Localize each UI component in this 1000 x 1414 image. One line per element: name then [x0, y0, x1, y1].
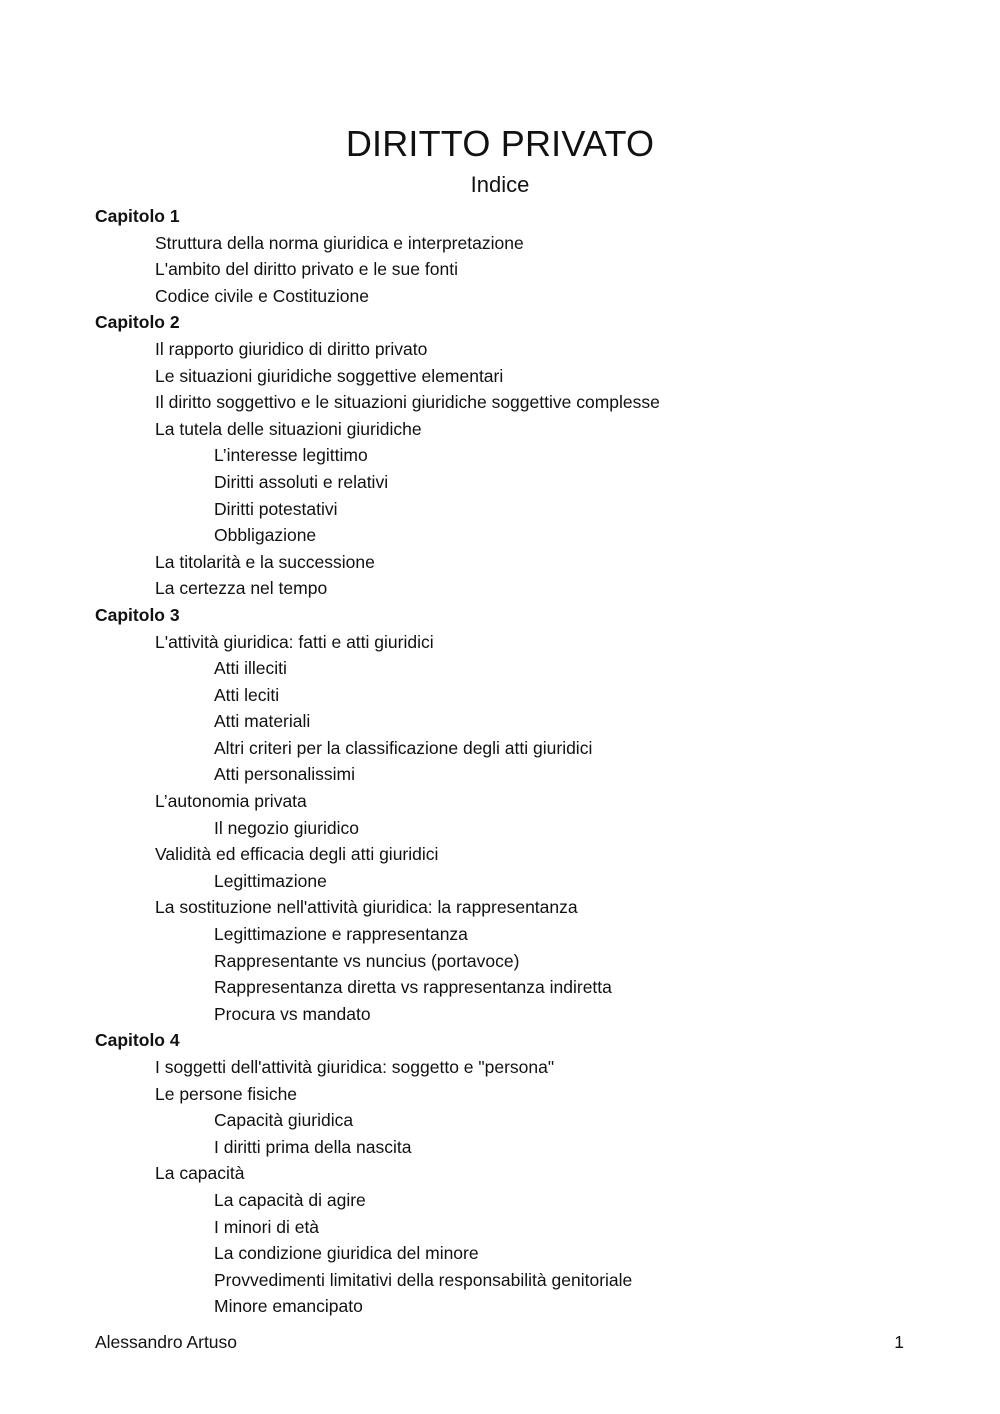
footer-author: Alessandro Artuso	[95, 1332, 238, 1352]
toc-section-entry: L'attività giuridica: fatti e atti giuridici	[155, 631, 434, 652]
toc-subsection-entry: Legittimazione	[214, 870, 327, 891]
toc-section-entry: L'ambito del diritto privato e le sue fonti	[155, 259, 458, 280]
toc-subsection-entry: Capacità giuridica	[214, 1110, 354, 1131]
document-title: DIRITTO PRIVATO	[345, 123, 655, 164]
toc-section-entry: Il rapporto giuridico di diritto privato	[155, 338, 428, 359]
footer-page-number: 1	[894, 1332, 904, 1352]
toc-section-entry: La tutela delle situazioni giuridiche	[155, 418, 422, 439]
toc-chapter-heading: Capitolo 1	[95, 206, 180, 226]
toc-chapter-heading: Capitolo 3	[95, 604, 180, 625]
toc-subsection-entry: Diritti potestativi	[214, 498, 338, 519]
toc-chapter-heading: Capitolo 4	[95, 1030, 180, 1051]
toc-section-entry: La certezza nel tempo	[155, 578, 328, 599]
toc-subsection-entry: Atti illeciti	[214, 658, 287, 679]
toc-subsection-entry: Diritti assoluti e relativi	[214, 471, 389, 492]
toc-section-entry: La sostituzione nell'attività giuridica: la rappresentanza	[155, 897, 578, 918]
toc-subsection-entry: Il negozio giuridico	[214, 817, 359, 838]
toc-subsection-entry: Atti leciti	[214, 684, 280, 705]
toc-section-entry: La titolarità e la successione	[155, 551, 375, 572]
toc-subsection-entry: Altri criteri per la classificazione degli atti giuridici	[214, 737, 593, 758]
toc-section-entry: Le situazioni giuridiche soggettive elementari	[155, 365, 504, 386]
toc-subsection-entry: Legittimazione e rappresentanza	[214, 924, 468, 945]
toc-subsection-entry: Obbligazione	[214, 525, 317, 546]
toc-subsection-entry: Minore emancipato	[214, 1296, 363, 1317]
document-subtitle: Indice	[470, 172, 530, 197]
toc-section-entry: La capacità	[155, 1163, 245, 1184]
toc-subsection-entry: Rappresentanza diretta vs rappresentanza indiretta	[214, 977, 612, 998]
toc-section-entry: I soggetti dell'attività giuridica: soggetto e "persona"	[155, 1057, 555, 1077]
toc-section-entry: Le persone fisiche	[155, 1083, 298, 1104]
toc-subsection-entry: Provvedimenti limitativi della responsabilità genitoriale	[214, 1269, 633, 1290]
toc-subsection-entry: La condizione giuridica del minore	[214, 1243, 479, 1264]
toc-subsection-entry: I minori di età	[214, 1216, 320, 1237]
toc-section-entry: L’autonomia privata	[155, 791, 307, 812]
toc-subsection-entry: Rappresentante vs nuncius (portavoce)	[214, 950, 520, 971]
toc-section-entry: Codice civile e Costituzione	[155, 285, 369, 306]
toc-chapter-heading: Capitolo 2	[95, 312, 180, 333]
toc-section-entry: Validità ed efficacia degli atti giuridici	[155, 844, 439, 865]
toc-section-entry: Struttura della norma giuridica e interpretazione	[155, 232, 524, 253]
toc-subsection-entry: Atti personalissimi	[214, 764, 356, 785]
toc-subsection-entry: Atti materiali	[214, 711, 311, 732]
table-of-contents	[95, 203, 915, 1320]
toc-subsection-entry: L’interesse legittimo	[214, 445, 368, 466]
toc-subsection-entry: Procura vs mandato	[214, 1003, 371, 1024]
toc-subsection-entry: La capacità di agire	[214, 1189, 366, 1210]
toc-subsection-entry: I diritti prima della nascita	[214, 1136, 412, 1157]
toc-section-entry: Il diritto soggettivo e le situazioni giuridiche soggettive complesse	[155, 392, 660, 413]
